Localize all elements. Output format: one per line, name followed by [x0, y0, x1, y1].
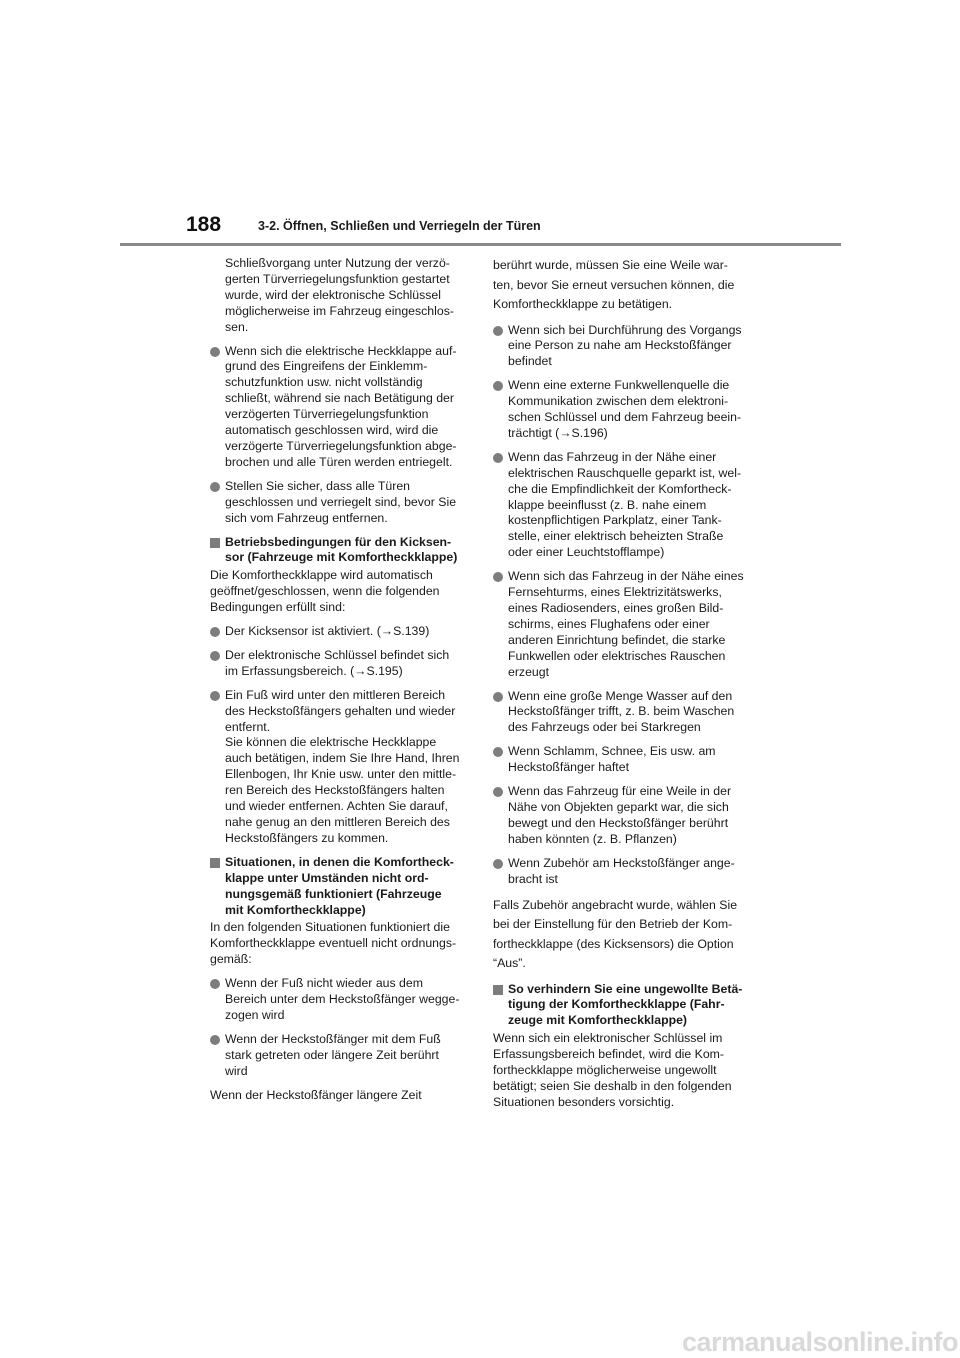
right-column	[493, 256, 751, 1119]
section-intro: Die Komfortheckklappe wird automatisch geöffnet/geschlossen, wenn die folgenden Bedingungen erfüllt sind:	[210, 568, 440, 615]
section-intro: In den folgenden Situationen funktioniert die Komfortheckklappe eventuell nicht ordnungs- gemäß:	[210, 920, 457, 967]
list-item	[210, 1032, 468, 1080]
list-item	[210, 648, 468, 680]
bullet-text: Wenn sich das Fahrzeug in der Nähe eines Fernsehturms, eines Elektrizitätswerks, eines Radiosenders, eines großen Bild- schirms, eines Flughafens oder einer anderen Einrichtung befindet, die starke Funkwellen oder elektrisches Rauschen erzeugt	[508, 569, 744, 679]
continuation-text: berührt wurde, müssen Sie eine Weile war- ten, bevor Sie erneut versuchen können, die Komfortheckklappe zu betätigen.	[493, 258, 735, 311]
heading-text: So verhindern Sie eine ungewollte Betä- tigung der Komfortheckklappe (Fahr- zeuge mit Komfortheckklappe)	[508, 981, 743, 1028]
bullet-text: Wenn der Heckstoßfänger mit dem Fuß stark getreten oder längere Zeit berührt wird	[225, 1031, 441, 1078]
bullet-icon	[210, 651, 220, 661]
heading-text: Betriebsbedingungen für den Kicksen- sor (Fahrzeuge mit Komfortheckklappe)	[225, 534, 458, 565]
bullet-icon	[210, 1035, 220, 1045]
bullet-icon	[210, 482, 220, 492]
bullet-icon	[493, 453, 503, 463]
bullet-text: Wenn sich die elektrische Heckklappe auf- grund des Eingreifens der Einklemm- schutzfunktion usw. nicht vollständig schließt, während sie nach Betätigung der verzögerten Türverriegelungsfunktion automatisch geschlossen wird, wird die verzögerte Türverriegelungsfunktion abge- brochen und alle Türen werden entriegelt.	[225, 343, 457, 469]
square-bullet-icon	[210, 858, 220, 868]
bullet-text: Ein Fuß wird unter den mittleren Bereich des Heckstoßfängers gehalten und wieder entfernt. Sie können die elektrische Heckklappe auch betätigen, indem Sie Ihre Hand, Ihren Ellenbogen, Ihr Knie usw. unter den mittle- ren Bereich des Heckstoßfängers halten und wieder entfernen. Achten Sie darauf, nahe genug an den mittleren Bereich des Heckstoßfängers zu kommen.	[225, 687, 460, 845]
list-item	[493, 323, 751, 371]
accessory-note: Falls Zubehör angebracht wurde, wählen Sie bei der Einstellung für den Betrieb der Kom- fortheckklappe (des Kicksensors) die Option “Aus”.	[493, 897, 738, 970]
list-item	[210, 344, 468, 471]
bullet-text: Wenn sich bei Durchführung des Vorgangs eine Person zu nahe am Heckstoßfänger befindet	[508, 322, 742, 369]
page-number: 188	[186, 213, 222, 236]
bullet-icon	[493, 381, 503, 391]
bullet-text: Wenn das Fahrzeug für eine Weile in der Nähe von Objekten geparkt war, die sich bewegt und den Heckstoßfänger berührt haben könnten (z. B. Pflanzen)	[508, 784, 732, 846]
bullet-icon	[493, 572, 503, 582]
bullet-icon	[493, 692, 503, 702]
list-item	[493, 744, 751, 776]
chapter-title: 3-2. Öffnen, Schließen und Verriegeln der Türen	[258, 219, 541, 233]
bullet-icon	[210, 979, 220, 989]
section-heading-situations	[210, 855, 468, 919]
bullet-icon	[210, 347, 220, 357]
bullet-text: Wenn der Fuß nicht wieder aus dem Bereich unter dem Heckstoßfänger wegge- zogen wird	[225, 976, 460, 1022]
bullet-icon	[210, 691, 220, 701]
list-item	[210, 479, 468, 527]
bullet-icon	[210, 627, 220, 637]
list-item	[493, 378, 751, 442]
square-bullet-icon	[493, 985, 503, 995]
list-item	[493, 689, 751, 737]
square-bullet-icon	[210, 538, 220, 548]
heading-text: Situationen, in denen die Komfortheck- klappe unter Umständen nicht ord- nungsgemäß funktioniert (Fahrzeuge mit Komfortheckklappe)	[225, 854, 454, 917]
bullet-text: Der elektronische Schlüssel befindet sich im Erfassungsbereich. (→S.195)	[225, 647, 450, 678]
bullet-icon	[493, 859, 503, 869]
bullet-text: Wenn eine externe Funkwellenquelle die Kommunikation zwischen dem elektroni- schen Schlüssel und dem Fahrzeug beein- trächtigt (→S.196)	[508, 378, 742, 440]
bullet-icon	[493, 787, 503, 797]
list-item	[493, 450, 751, 561]
trailing-text: Wenn der Heckstoßfänger längere Zeit	[210, 1087, 422, 1102]
list-item	[493, 784, 751, 848]
bullet-text: Wenn Schlamm, Schnee, Eis usw. am Heckstoßfänger haftet	[508, 744, 716, 775]
list-item	[210, 976, 468, 1024]
watermark: carmanualsonline.info	[681, 1327, 958, 1357]
section-heading-prevent	[493, 982, 751, 1030]
section-heading-kicksensor	[210, 535, 468, 567]
list-item	[493, 856, 751, 888]
list-item	[493, 569, 751, 680]
left-column	[210, 256, 468, 1112]
header-rule	[120, 243, 841, 246]
bullet-icon	[493, 747, 503, 757]
intro-continuation: Schließvorgang unter Nutzung der verzö- gerten Türverriegelungsfunktion gestartet wurde, wird der elektronische Schlüssel möglicherweise im Fahrzeug eingeschlos- sen.	[225, 256, 454, 334]
list-item	[210, 624, 468, 640]
bullet-text: Wenn das Fahrzeug in der Nähe einer elektrischen Rauschquelle geparkt ist, wel- che die Empfindlichkeit der Komfortheck- klappe beeinflusst (z. B. nahe einem kostenpflichtigen Parkplatz, einer Tank- stelle, einer elektrisch beheizten Straße oder einer Leuchtstofflampe)	[508, 449, 742, 560]
bullet-text: Wenn Zubehör am Heckstoßfänger ange- bracht ist	[508, 855, 735, 886]
section-body: Wenn sich ein elektronischer Schlüssel im Erfassungsbereich befindet, wird die Kom- fortheckklappe möglicherweise ungewollt betätigt; seien Sie deshalb in den folgenden Situationen besonders vorsichtig.	[493, 1031, 732, 1109]
bullet-text: Wenn eine große Menge Wasser auf den Heckstoßfänger trifft, z. B. beim Waschen des Fahrzeugs oder bei Starkregen	[508, 688, 735, 735]
bullet-text: Stellen Sie sicher, dass alle Türen geschlossen und verriegelt sind, bevor Sie sich vom Fahrzeug entfernen.	[225, 478, 457, 525]
bullet-icon	[493, 326, 503, 336]
bullet-text: Der Kicksensor ist aktiviert. (→S.139)	[225, 624, 430, 639]
list-item	[210, 688, 468, 847]
